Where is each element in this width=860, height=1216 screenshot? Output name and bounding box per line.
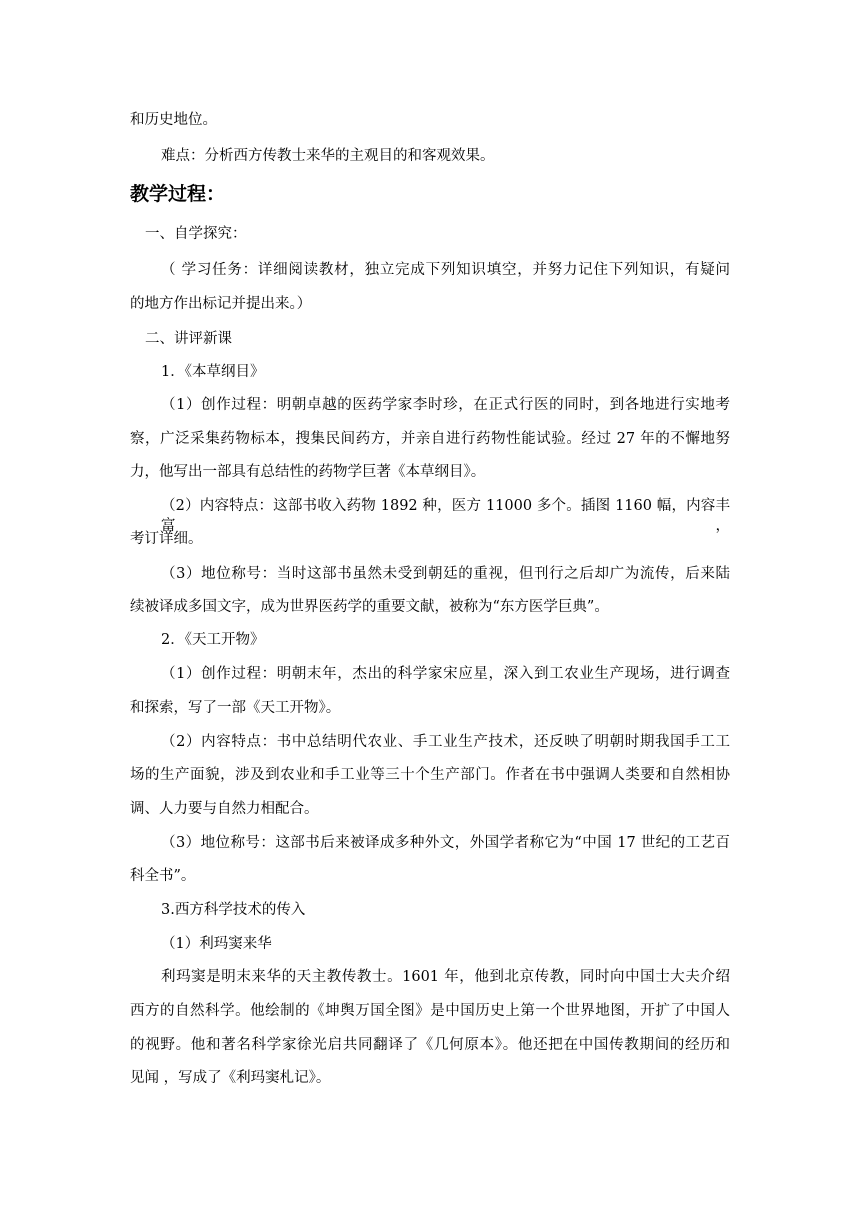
paragraph-line: （2）内容特点：书中总结明代农业、手工业生产技术，还反映了明朝时期我国手工工 — [161, 734, 730, 750]
paragraph-line: 1．《本草纲目》 — [161, 364, 265, 380]
paragraph-line: 3.西方科学技术的传入 — [161, 902, 306, 918]
paragraph-line: （ 学习任务：详细阅读教材，独立完成下列知识填空，并努力记住下列知识，有疑问 — [161, 262, 730, 278]
paragraph-line: 见闻 ，写成了《利玛窦札记》。 — [130, 1070, 331, 1086]
paragraph-line: 西方的自然科学。他绘制的《坤舆万国全图》是中国历史上第一个世界地图，开扩了中国人 — [130, 1003, 730, 1019]
section-heading: 教学过程： — [130, 183, 226, 205]
paragraph-line: 利玛窦是明末来华的天主教传教士。1601 年，他到北京传教，同时向中国士大夫介绍 — [161, 969, 730, 985]
paragraph-line: （1）利玛窦来华 — [161, 936, 272, 952]
paragraph-line: 续被译成多国文字，成为世界医药学的重要文献，被称为“东方医学巨典”。 — [130, 599, 609, 615]
paragraph-line: 的视野。他和著名科学家徐光启共同翻译了《几何原本》。他还把在中国传教期间的经历和 — [130, 1037, 730, 1053]
paragraph-line: 2．《天工开物》 — [161, 632, 265, 648]
paragraph-line: 的地方作出标记并提出来。） — [130, 296, 312, 312]
paragraph-line: （2）内容特点：这部书收入药物 1892 种，医方 11000 多个。插图 1160 幅，内容丰富， — [161, 498, 730, 534]
paragraph-line: （3）地位称号：这部书后来被译成多种外文，外国学者称它为“中国 17 世纪的工艺百 — [161, 835, 730, 851]
paragraph-line: 考订详细。 — [130, 531, 203, 547]
paragraph-line: 科全书”。 — [130, 868, 196, 884]
paragraph-line: 场的生产面貌，涉及到农业和手工业等三十个生产部门。作者在书中强调人类要和自然相协 — [130, 767, 730, 783]
paragraph-line: 一、自学探究： — [145, 226, 247, 242]
paragraph-line: （1）创作过程：明朝末年，杰出的科学家宋应星，深入到工农业生产现场，进行调查 — [161, 666, 730, 682]
paragraph-line: （3）地位称号：当时这部书虽然未受到朝廷的重视，但刊行之后却广为流传，后来陆 — [161, 566, 730, 582]
paragraph-line: 力，他写出一部具有总结性的药物学巨著《本草纲目》。 — [130, 464, 486, 480]
paragraph-line: 察，广泛采集药物标本，搜集民间药方，并亲自进行药物性能试验。经过 27 年的不懈地努 — [130, 431, 730, 447]
paragraph-line: （1）创作过程：明朝卓越的医药学家李时珍，在正式行医的同时，到各地进行实地考 — [161, 397, 730, 413]
paragraph-line: 和历史地位。 — [130, 112, 217, 128]
paragraph-line: 难点：分析西方传教士来华的主观目的和客观效果。 — [161, 148, 495, 164]
paragraph-line: 二、讲评新课 — [145, 331, 232, 347]
paragraph-line: 调、人力要与自然力相配合。 — [130, 801, 319, 817]
paragraph-line: 和探索，写了一部《天工开物》。 — [130, 700, 341, 716]
